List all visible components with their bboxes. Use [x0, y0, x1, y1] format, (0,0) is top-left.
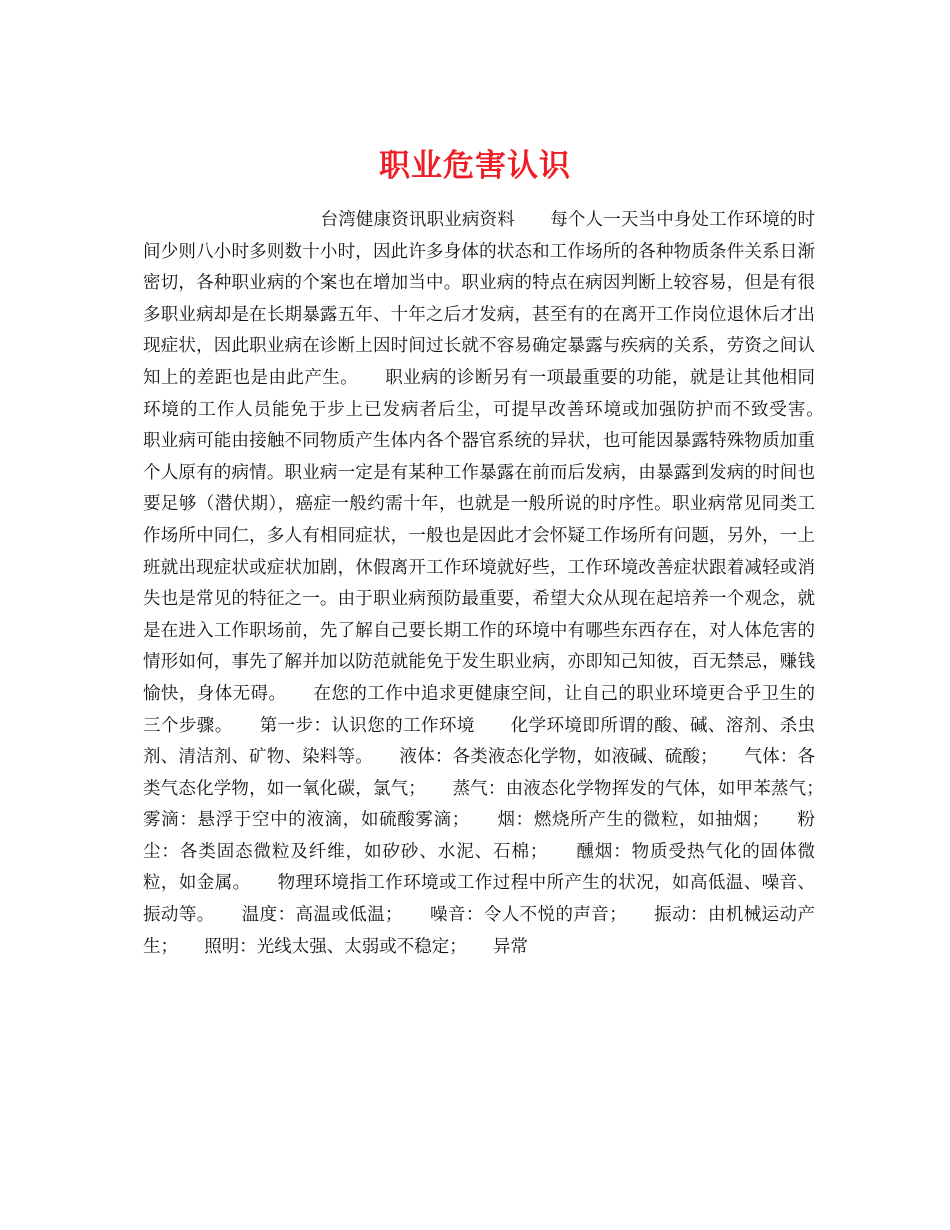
document-title: 职业危害认识	[379, 147, 571, 184]
document-body: 台湾健康资讯职业病资料 每个人一天当中身处工作环境的时间少则八小时多则数十小时，因此许多身体的状态和工作场所的各种物质条件关系日渐密切，各种职业病的个案也在增加当中。职业病的特点在病因判断上较容易，但是有很多职业病却是在长期暴露五年、十年之后才发病，甚至有的在离开工作岗位退休后才出现症状，因此职业病在诊断上因时间过长就不容易确定暴露与疾病的关系，劳资之间认知上的差距也是由此产生。 职业病的诊断另有一项最重要的功能，就是让其他相同环境的工作人员能免于步上已发病者后尘，可提早改善环境或加强防护而不致受害。 职业病可能由接触不同物质产生体内各个器官系统的异状，也可能因暴露特殊物质加重个人原有的病情。职业病一定是有某种工作暴露在前而后发病，由暴露到发病的时间也要足够（潜伏期），癌症一般约需十年，也就是一般所说的时序性。职业病常见同类工作场所中同仁，多人有相同症状，一般也是因此才会怀疑工作场所有问题，另外，一上班就出现症状或症状加剧，休假离开工作环境就好些，工作环境改善症状跟着减轻或消失也是常见的特征之一。由于职业病预防最重要，希望大众从现在起培养一个观念，就是在进入工作职场前，先了解自己要长期工作的环境中有哪些东西存在，对人体危害的情形如何，事先了解并加以防范就能免于发生职业病，亦即知己知彼，百无禁忌，赚钱愉快，身体无碍。 在您的工作中追求更健康空间，让自己的职业环境更合乎卫生的三个步骤。 第一步：认识您的工作环境 化学环境即所谓的酸、碱、溶剂、杀虫剂、清洁剂、矿物、染料等。 液体：各类液态化学物，如液碱、硫酸； 气体：各类气态化学物，如一氧化碳，氯气； 蒸气：由液态化学物挥发的气体，如甲苯蒸气； 雾滴：悬浮于空中的液滴，如硫酸雾滴； 烟：燃烧所产生的微粒，如抽烟； 粉尘：各类固态微粒及纤维，如矽砂、水泥、石棉； 醺烟：物质受热气化的固体微粒，如金属。 物理环境指工作环境或工作过程中所产生的状况，如高低温、噪音、振动等。 温度：高温或低温； 噪音：令人不悦的声音； 振动：由机械运动产生； 照明：光线太强、太弱或不稳定； 异常	[143, 210, 850, 957]
